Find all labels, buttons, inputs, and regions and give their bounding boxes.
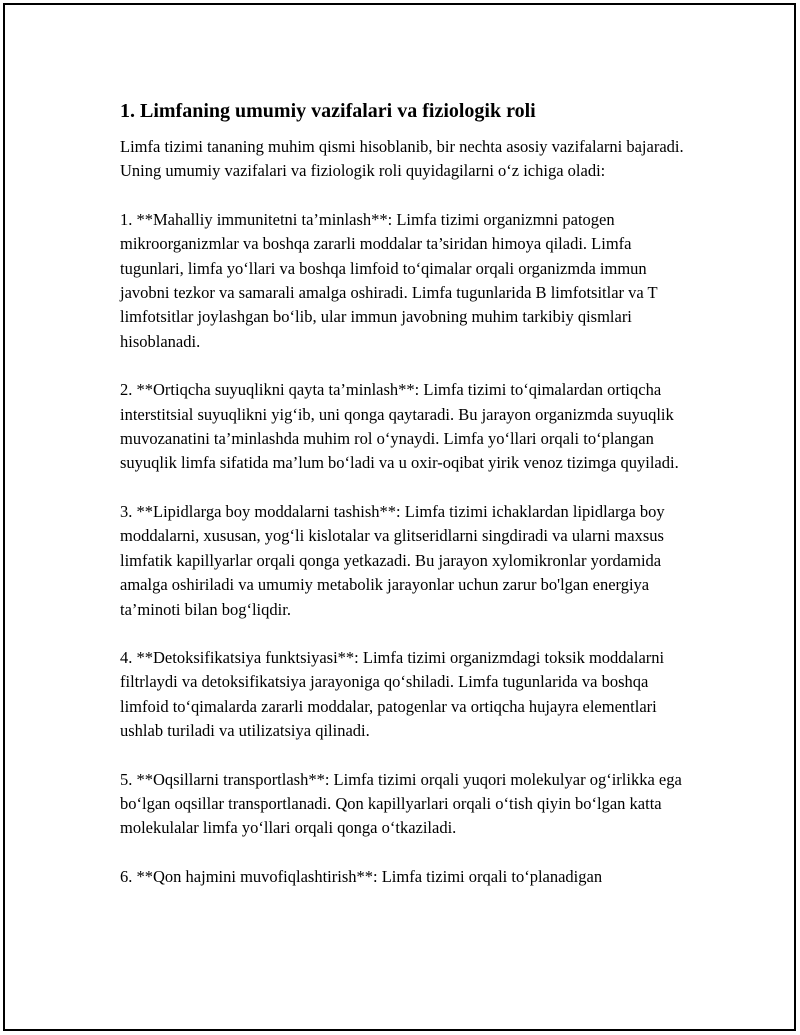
page-frame [3, 3, 796, 1031]
document-body [120, 97, 690, 913]
item-6-paragraph: 6. **Qon hajmini muvofiqlashtirish**: Limfa tizimi orqali to‘planadigan [120, 866, 603, 886]
intro-paragraph: Limfa tizimi tananing muhim qismi hisoblanib, bir nechta asosiy vazifalarni bajaradi. Uning umumiy vazifalari va fiziologik roli quyidagilarni o‘z ichiga oladi: [120, 137, 684, 181]
item-2-paragraph: 2. **Ortiqcha suyuqlikni qayta ta’minlash**: Limfa tizimi to‘qimalardan ortiqcha interstitsial suyuqlikni yig‘ib, uni qonga qaytaradi. Bu jarayon organizmda suyuqlik muvozanatini ta’minlashda muhim rol o‘ynaydi. Limfa yo‘llari orqali to‘plangan suyuqlik limfa sifatida ma’lum bo‘ladi va u oxir-oqibat yirik venoz tizimga quyiladi. [120, 380, 679, 473]
item-1-paragraph: 1. **Mahalliy immunitetni ta’minlash**: Limfa tizimi organizmni patogen mikroorganizmlar va boshqa zararli moddalar ta’siridan himoya qiladi. Limfa tugunlari, limfa yo‘llari va boshqa limfoid to‘qimalar orqali organizmda immun javobni tezkor va samarali amalga oshiradi. Limfa tugunlarida B limfotsitlar va T limfotsitlar joylashgan bo‘lib, ular immun javobning muhim tarkibiy qismlari hisoblanadi. [120, 209, 658, 351]
section-heading: 1. Limfaning umumiy vazifalari va fiziologik roli [120, 100, 536, 122]
item-3-paragraph: 3. **Lipidlarga boy moddalarni tashish**: Limfa tizimi ichaklardan lipidlarga boy moddalarni, xususan, yog‘li kislotalar va glitseridlarni singdiradi va ularni maxsus limfatik kapillyarlar orqali qonga yetkazadi. Bu jarayon xylomikronlar yordamida amalga oshiriladi va umumiy metabolik jarayonlar uchun zarur bo'lgan energiya ta’minoti bilan bog‘liqdir. [120, 501, 665, 619]
item-4-paragraph: 4. **Detoksifikatsiya funktsiyasi**: Limfa tizimi organizmdagi toksik moddalarni filtrlaydi va detoksifikatsiya jarayoniga qo‘shiladi. Limfa tugunlarida va boshqa limfoid to‘qimalarda zararli moddalar, patogenlar va ortiqcha hujayra elementlari ushlab turiladi va utilizatsiya qilinadi. [120, 647, 665, 741]
item-5-paragraph: 5. **Oqsillarni transportlash**: Limfa tizimi orqali yuqori molekulyar og‘irlikka ega bo‘lgan oqsillar transportlanadi. Qon kapillyarlari orqali o‘tish qiyin bo‘lgan katta molekulalar limfa yo‘llari orqali qonga o‘tkaziladi. [120, 769, 682, 838]
